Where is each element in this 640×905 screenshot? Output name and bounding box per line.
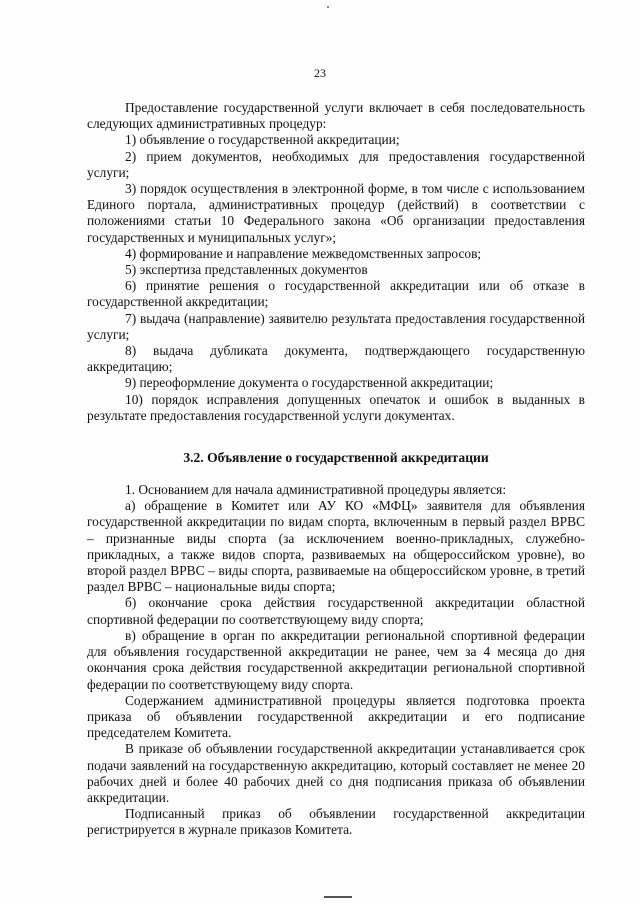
paragraph: В приказе об объявлении государственной аккредитации устанавливается срок подачи заявлений на государственную аккредитацию, который составляет не менее 20 рабочих дней и более 40 рабочих дней со дня подписания приказа об объявлении аккредитации. <box>87 741 585 805</box>
paragraph: Содержанием административной процедуры является подготовка проекта приказа об объявлении государственной аккредитации и его подписание председателем Комитета. <box>87 692 585 741</box>
scan-artifact-bottom <box>324 896 352 898</box>
paragraph: Предоставление государственной услуги включает в себя последовательность следующих административных процедур: <box>87 100 585 132</box>
section-heading: 3.2. Объявление о государственной аккредитации <box>183 450 489 466</box>
paragraph: 7) выдача (направление) заявителю результата предоставления государственной услуги; <box>87 310 585 342</box>
paragraph: 2) прием документов, необходимых для предоставления государственной услуги; <box>87 148 585 180</box>
paragraph: а) обращение в Комитет или АУ КО «МФЦ» заявителя для объявления государственной аккредитации по видам спорта, включенным в первый раздел ВРВС – признанные виды спорта (за исключением военно-прикладных, служебно-прикладных, а также видов спорта, развиваемых на общероссийском уровне), во второй раздел ВРВС – виды спорта, развиваемые на общероссийском уровне, в третий раздел ВРВС – национальные виды спорта; <box>87 498 585 595</box>
scan-artifact <box>327 6 329 8</box>
paragraph: Подписанный приказ об объявлении государственной аккредитации регистрируется в журнале приказов Комитета. <box>87 806 585 838</box>
paragraph: 6) принятие решения о государственной аккредитации или об отказе в государственной аккредитации; <box>87 278 585 310</box>
paragraph: 4) формирование и направление межведомственных запросов; <box>125 245 482 261</box>
paragraph: 5) экспертиза представленных документов <box>125 262 368 278</box>
paragraph: б) окончание срока действия государственной аккредитации областной спортивной федерации по соответствующему виду спорта; <box>87 595 585 627</box>
paragraph: в) обращение в орган по аккредитации региональной спортивной федерации для объявления государственной аккредитации не ранее, чем за 4 месяца до дня окончания срока действия государственной аккредитации региональной спортивной федерации по соответствующему виду спорта. <box>87 627 585 692</box>
page-number: 23 <box>314 66 326 80</box>
paragraph: 3) порядок осуществления в электронной форме, в том числе с использованием Единого портала, административных процедур (действий) в соответствии с положениями статьи 10 Федерального закона «Об организации предоставления государственных и муниципальных услуг»; <box>87 181 585 245</box>
paragraph: 8) выдача дубликата документа, подтверждающего государственную аккредитацию; <box>87 343 585 375</box>
document-body <box>87 100 585 839</box>
paragraph: 1) объявление о государственной аккредитации; <box>125 132 400 148</box>
procedures-list <box>87 100 585 424</box>
announcement-section <box>87 482 585 838</box>
paragraph: 9) переоформление документа о государственной аккредитации; <box>125 375 494 391</box>
paragraph: 1. Основанием для начала административной процедуры является: <box>125 482 507 498</box>
paragraph: 10) порядок исправления допущенных опечаток и ошибок в выданных в результате предоставления государственной услуги документах. <box>87 391 585 423</box>
